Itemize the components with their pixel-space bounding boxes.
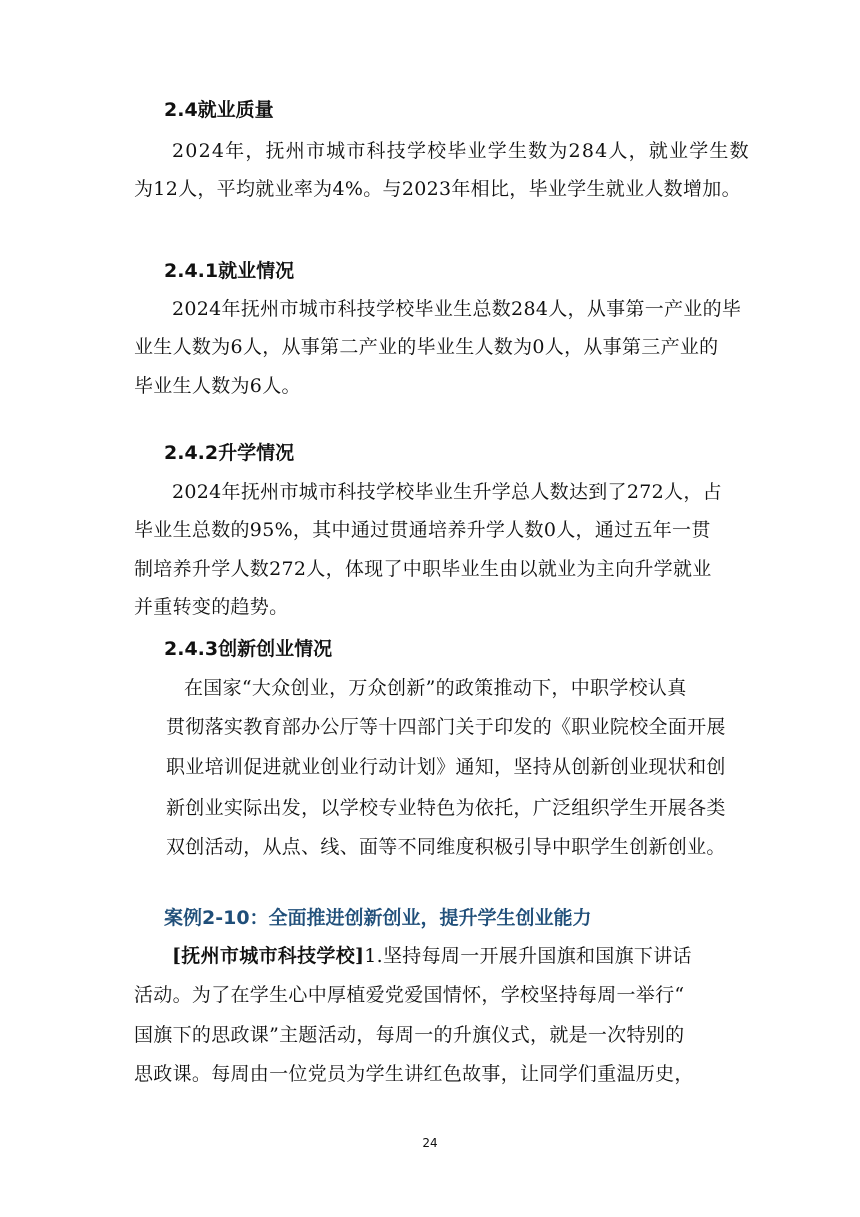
- case-first-line-text: 1.坚持每周一开展升国旗和国旗下讲话: [364, 945, 692, 967]
- paragraph-line: 制培养升学人数272人，体现了中职毕业生由以就业为主向升学就业: [134, 558, 712, 580]
- case-title: 案例2-10：全面推进创新创业，提升学生创业能力: [164, 907, 592, 929]
- case-first-line: [172, 943, 692, 969]
- heading-2-4-2: 2.4.2升学情况: [164, 442, 295, 464]
- paragraph-line: 在国家“大众创业，万众创新”的政策推动下，中职学校认真: [184, 677, 687, 699]
- paragraph-line: 毕业生人数为6人。: [134, 375, 301, 397]
- paragraph-line: 为12人，平均就业率为4%。与2023年相比，毕业学生就业人数增加。: [134, 178, 741, 200]
- paragraph-line: 双创活动，从点、线、面等不同维度积极引导中职学生创新创业。: [166, 836, 726, 858]
- paragraph-line: 2024年，抚州市城市科技学校毕业学生数为284人，就业学生数: [172, 140, 750, 162]
- paragraph-line: 职业培训促进就业创业行动计划》通知，坚持从创新创业现状和创: [166, 756, 726, 778]
- paragraph-line: 新创业实际出发，以学校专业特色为依托，广泛组织学生开展各类: [166, 797, 726, 819]
- case-school-label: [抚州市城市科技学校]: [172, 945, 365, 967]
- paragraph-line: 2024年抚州市城市科技学校毕业生总数284人，从事第一产业的毕: [172, 298, 742, 320]
- paragraph-line: 国旗下的思政课”主题活动，每周一的升旗仪式，就是一次特别的: [134, 1024, 685, 1046]
- paragraph-line: 思政课。每周由一位党员为学生讲红色故事，让同学们重温历史，: [134, 1063, 694, 1085]
- page-number: 24: [422, 1136, 438, 1150]
- heading-2-4: 2.4就业质量: [164, 99, 274, 121]
- heading-2-4-3: 2.4.3创新创业情况: [164, 638, 333, 660]
- paragraph-line: 并重转变的趋势。: [134, 596, 289, 618]
- heading-2-4-1: 2.4.1就业情况: [164, 260, 295, 282]
- paragraph-line: 业生人数为6人，从事第二产业的毕业生人数为0人，从事第三产业的: [134, 336, 719, 358]
- paragraph-line: 贯彻落实教育部办公厅等十四部门关于印发的《职业院校全面开展: [166, 716, 726, 738]
- paragraph-line: 毕业生总数的95%，其中通过贯通培养升学人数0人，通过五年一贯: [134, 519, 711, 541]
- paragraph-line: 2024年抚州市城市科技学校毕业生升学总人数达到了272人，占: [172, 481, 722, 503]
- paragraph-line: 活动。为了在学生心中厚植爱党爱国情怀，学校坚持每周一举行“: [134, 984, 685, 1006]
